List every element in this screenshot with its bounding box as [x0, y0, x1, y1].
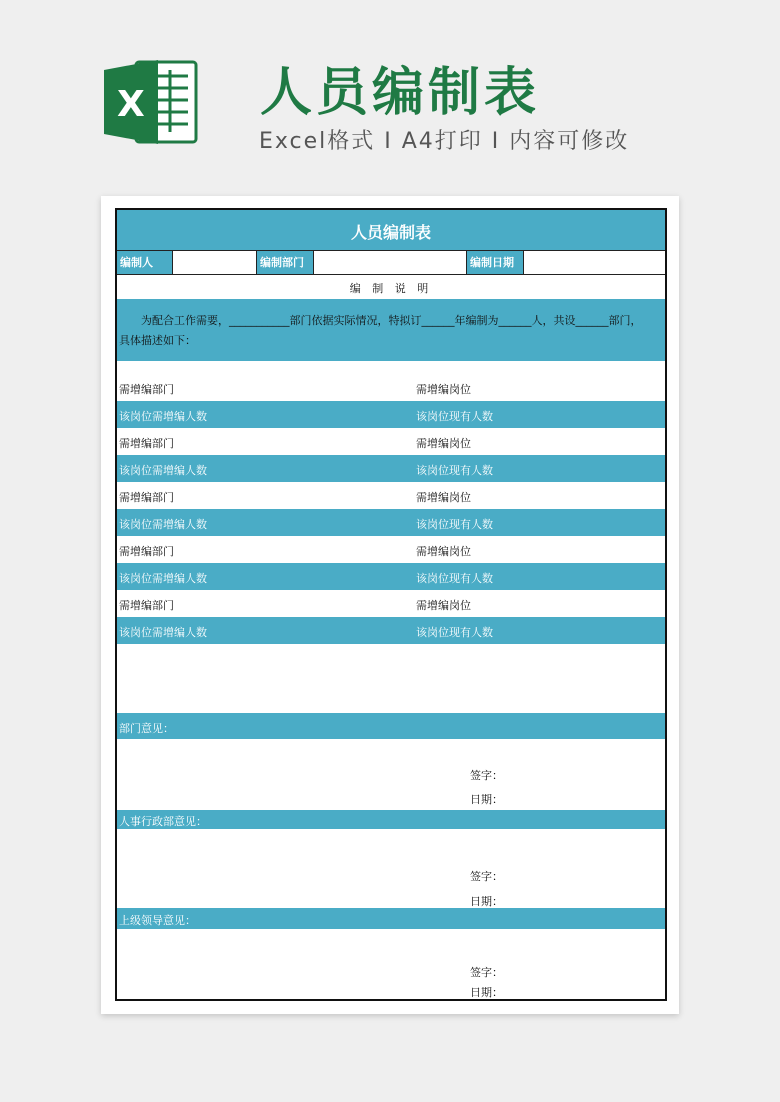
date-field[interactable] — [523, 251, 665, 274]
leader-opinion-header — [117, 908, 665, 929]
row-right-label: 需增编岗位 — [416, 545, 471, 558]
table-row — [117, 509, 665, 536]
row-left-label: 该岗位需增编人数 — [119, 464, 207, 477]
table-row — [117, 401, 665, 428]
hero-banner — [0, 0, 780, 180]
table-row — [117, 482, 665, 509]
preparer-field[interactable] — [172, 251, 257, 274]
date-label: 日期： — [470, 895, 503, 908]
row-left-label: 该岗位需增编人数 — [119, 626, 207, 639]
info-row — [117, 250, 665, 275]
page-subtitle: Excel格式 I A4打印 I 内容可修改 — [259, 129, 630, 154]
department-opinion-body[interactable] — [117, 739, 665, 810]
table-row — [117, 455, 665, 482]
row-right-label: 需增编岗位 — [416, 491, 471, 504]
leader-opinion-body[interactable] — [117, 929, 665, 1001]
sheet-title: 人员编制表 — [350, 223, 431, 242]
leader-opinion-label: 上级领导意见： — [119, 914, 196, 927]
row-right-label: 需增编岗位 — [416, 383, 471, 396]
table-row — [117, 617, 665, 644]
description-line-1: 为配合工作需要，___________部门依据实际情况，特拟订______年编制为______人，共设______部门， — [141, 314, 642, 327]
row-right-label: 需增编岗位 — [416, 599, 471, 612]
department-label: 编制部门 — [257, 251, 313, 274]
row-right-label: 该岗位现有人数 — [416, 464, 493, 477]
hr-admin-opinion-body[interactable] — [117, 829, 665, 908]
table-row — [117, 590, 665, 617]
signature-label: 签字： — [470, 769, 503, 782]
row-left-label: 需增编部门 — [119, 545, 174, 558]
row-right-label: 该岗位现有人数 — [416, 626, 493, 639]
section-header — [117, 275, 665, 299]
row-right-label: 该岗位现有人数 — [416, 572, 493, 585]
staffing-sheet — [115, 208, 667, 1001]
section-title: 编 制 说 明 — [349, 282, 433, 295]
row-right-label: 需增编岗位 — [416, 437, 471, 450]
row-left-label: 需增编部门 — [119, 491, 174, 504]
description-line-2: 具体描述如下： — [119, 334, 196, 347]
document-page — [101, 196, 679, 1014]
excel-logo-letter: X — [117, 84, 145, 125]
row-left-label: 需增编部门 — [119, 383, 174, 396]
row-left-label: 该岗位需增编人数 — [119, 572, 207, 585]
department-opinion-header — [117, 713, 665, 739]
department-field[interactable] — [313, 251, 467, 274]
hr-admin-opinion-label: 人事行政部意见： — [119, 815, 207, 828]
row-left-label: 该岗位需增编人数 — [119, 518, 207, 531]
table-row — [117, 374, 665, 401]
table-row — [117, 428, 665, 455]
date-label: 日期： — [470, 793, 503, 806]
row-right-label: 该岗位现有人数 — [416, 410, 493, 423]
hr-admin-opinion-header — [117, 810, 665, 829]
table-row — [117, 563, 665, 590]
excel-icon — [100, 52, 200, 152]
sheet-title-row — [117, 210, 665, 250]
row-right-label: 该岗位现有人数 — [416, 518, 493, 531]
row-left-label: 需增编部门 — [119, 599, 174, 612]
department-opinion-label: 部门意见： — [119, 722, 174, 735]
row-left-label: 该岗位需增编人数 — [119, 410, 207, 423]
page-title: 人员编制表 — [260, 63, 541, 123]
description-block — [117, 299, 665, 361]
date-label: 日期： — [470, 986, 503, 999]
signature-label: 签字： — [470, 870, 503, 883]
table-row — [117, 536, 665, 563]
preparer-label: 编制人 — [117, 251, 172, 274]
row-left-label: 需增编部门 — [119, 437, 174, 450]
signature-label: 签字： — [470, 966, 503, 979]
date-label: 编制日期 — [467, 251, 523, 274]
